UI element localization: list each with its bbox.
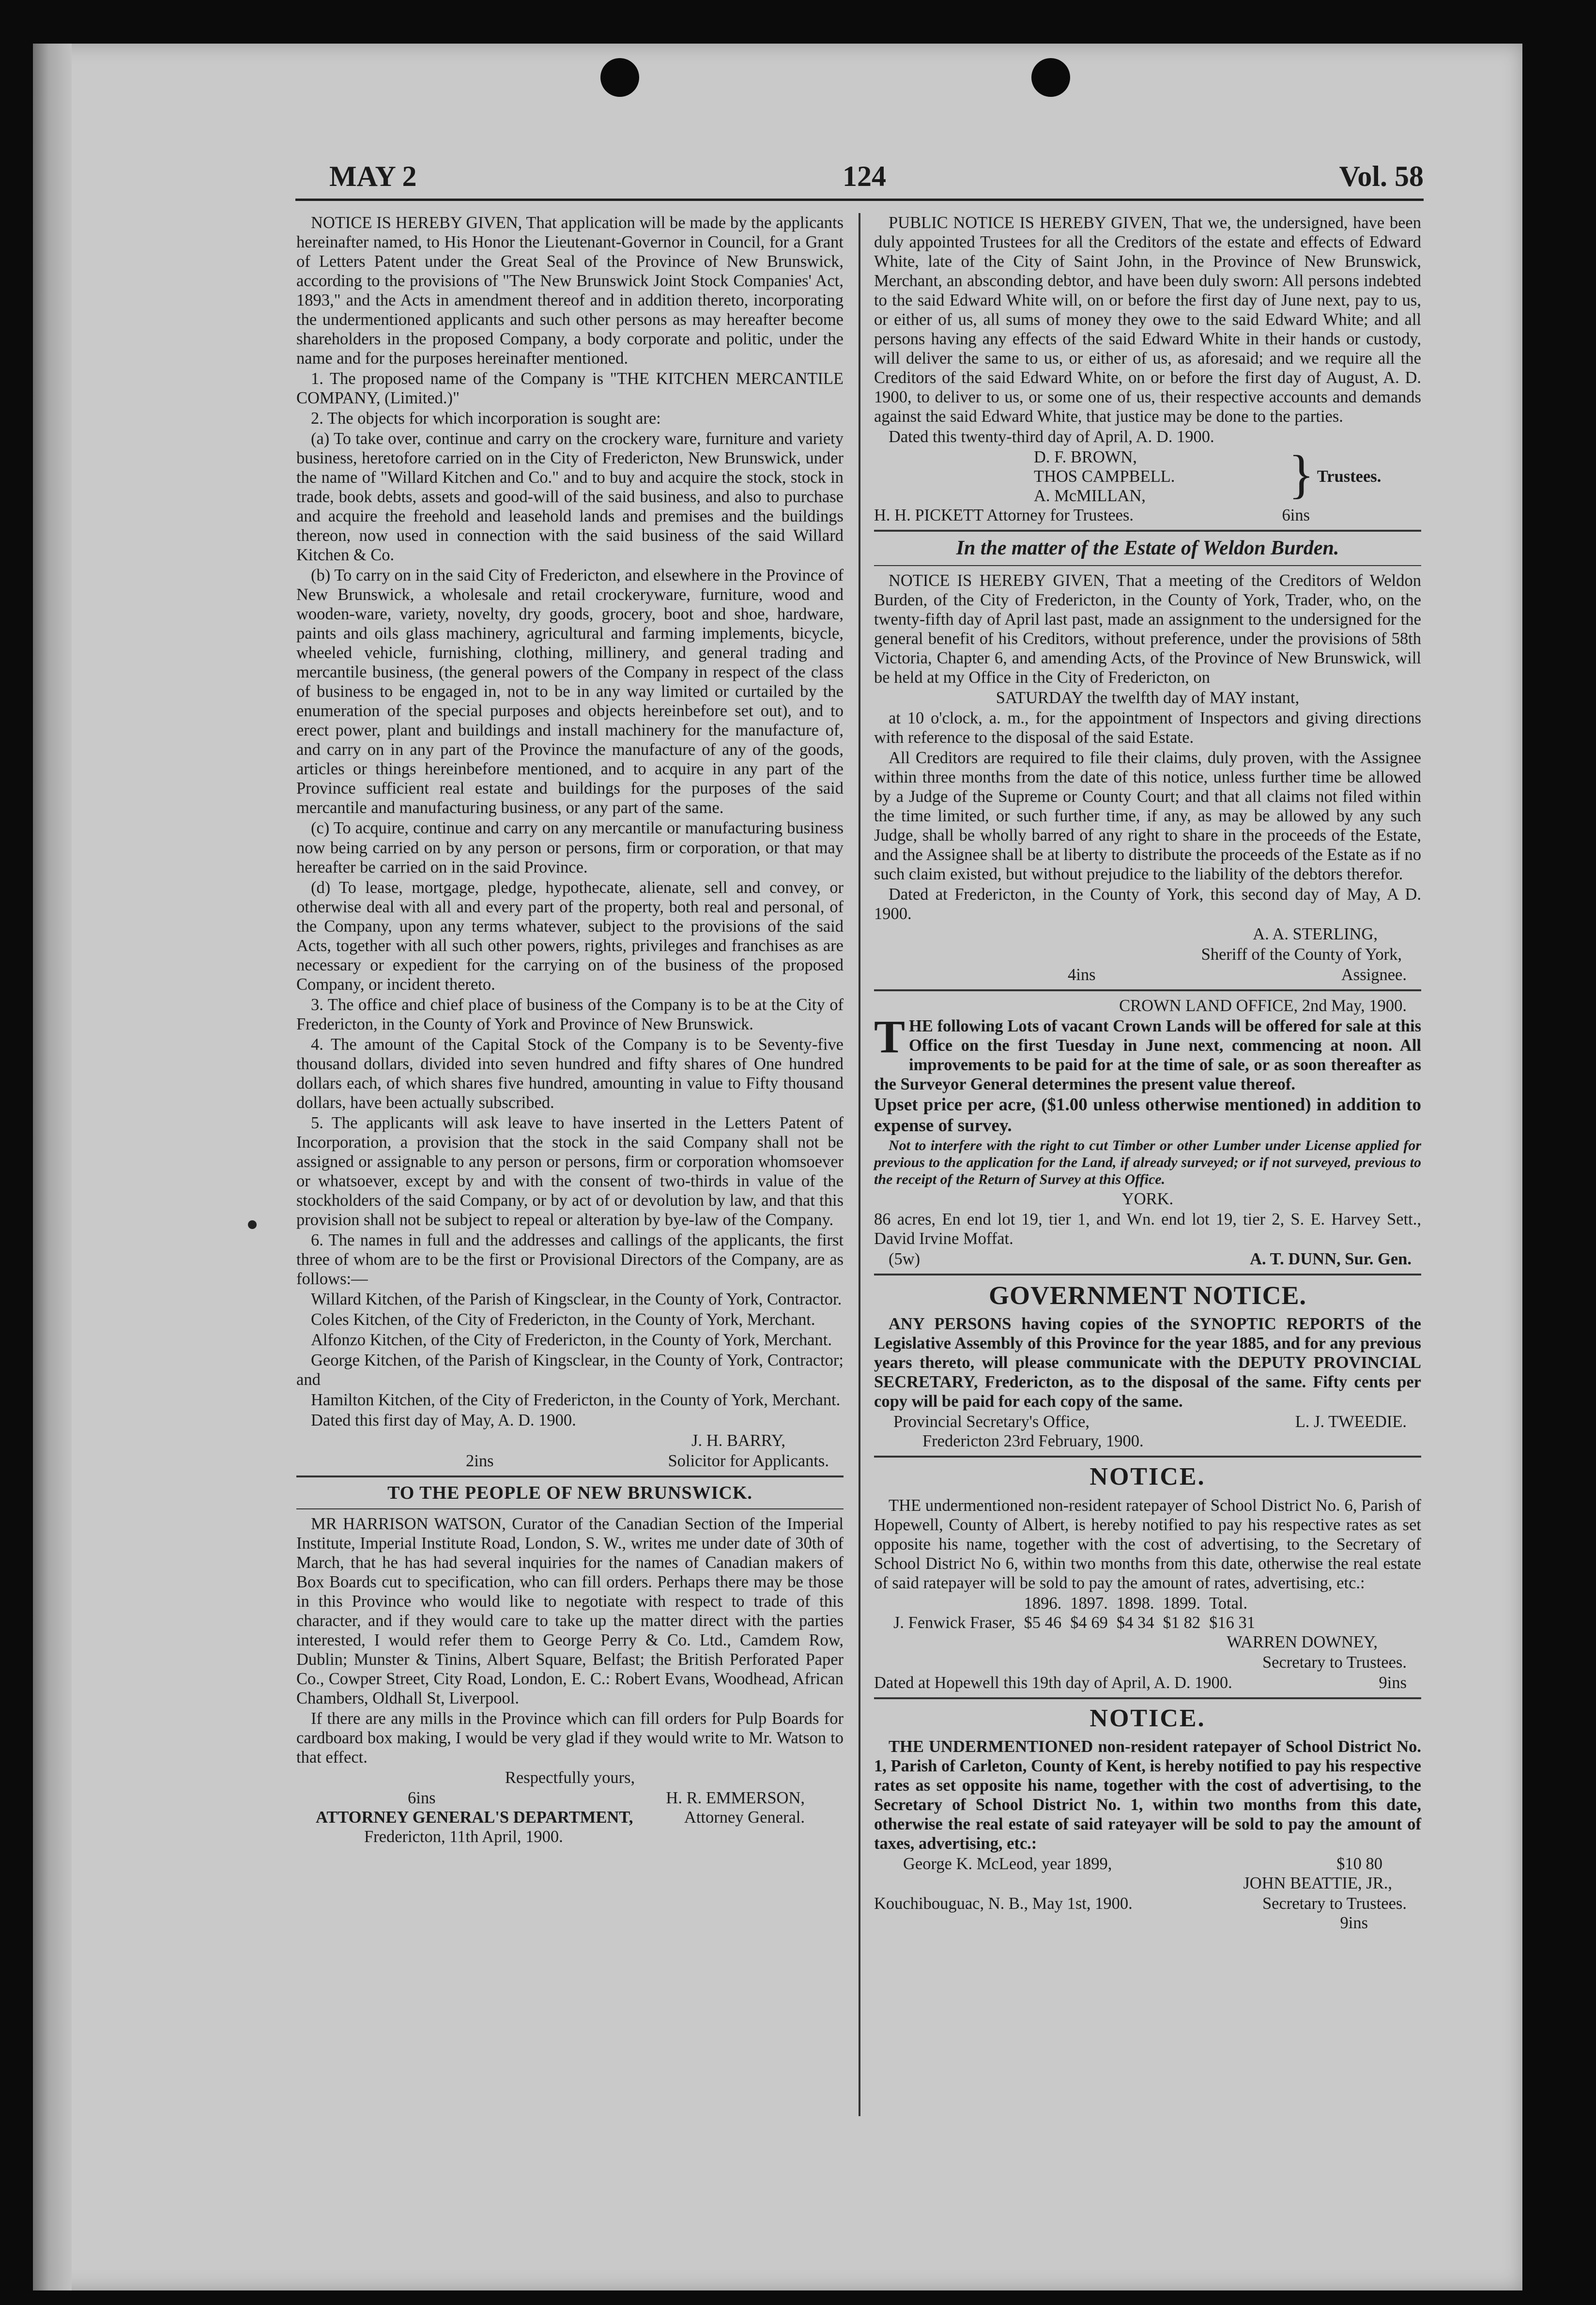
burden-title: In the matter of the Estate of Weldon Burden. <box>956 537 1339 560</box>
burden-body-2: at 10 o'clock, a. m., for the appointment of Inspectors and giving directions with reference to the disposal of the said Estate. <box>874 709 1421 747</box>
gov-signer: L. J. TWEEDIE. <box>1295 1413 1407 1431</box>
table-cell: $1 82 <box>1163 1613 1201 1632</box>
crown-lot: 86 acres, En end lot 19, tier 1, and Wn. end lot 19, tier 2, S. E. Harvey Sett., David Irvine Moffat. <box>874 1210 1421 1248</box>
carleton-signer-title: Secretary to Trustees. <box>1262 1894 1407 1913</box>
burden-notice <box>874 537 1421 984</box>
header-rule <box>295 199 1424 201</box>
hopewell-body: THE undermentioned non-resident ratepayer of School District No. 6, Parish of Hopewell, County of Albert, is hereby notified to pay his respective rates as set opposite his name, together with the cost of advertising, to the Secretary of School District No 6, within two months from this date, otherwise the real estate of said ratepayer will be sold to pay the amount of rates, advertising, etc.: <box>874 1496 1421 1592</box>
kitchen-signature-line <box>296 1451 844 1471</box>
hopewell-signer-title: Secretary to Trustees. <box>1262 1653 1407 1672</box>
table-cell: $16 31 <box>1209 1613 1255 1632</box>
table-header: 1898. <box>1116 1594 1154 1613</box>
table-row <box>893 1613 1264 1632</box>
trustees-names <box>874 447 1286 506</box>
burden-body: NOTICE IS HEREBY GIVEN, That a meeting of the Creditors of Weldon Burden, of the City of Fredericton, in the County of York, Trader, who, on the twenty-fifth day of April last past, made an assignment to the undersigned for the general benefit of his Creditors, without preference, under the provisions of 58th Victoria, Chapter 6, and amending Acts, of the Province of New Brunswick, will be held at my Office in the City of Fredericton, on <box>874 571 1421 687</box>
trustee-name: THOS CAMPBELL. <box>1034 467 1175 486</box>
nb-notice-title: TO THE PEOPLE OF NEW BRUNSWICK. <box>387 1483 752 1503</box>
kitchen-notice <box>296 213 844 1471</box>
white-notice <box>874 213 1421 525</box>
white-attorney: H. H. PICKETT Attorney for Trustees. <box>874 506 1134 525</box>
kitchen-item-2d: (d) To lease, mortgage, pledge, hypothecate, alienate, sell and convey, or otherwise deal with all and every part of the property, both real and personal, of the Company, upon any terms whatever, subject to the provisions of the said Acts, together with all such other powers, rights, privileges and franchises as are necessary or expedient for the carrying on of the business of the proposed Company, or incident thereto. <box>296 878 844 994</box>
section-rule <box>874 565 1421 566</box>
table-header: 1896. <box>1024 1594 1062 1613</box>
section-rule <box>296 1508 844 1509</box>
crown-body <box>874 1011 1421 1094</box>
nb-signer-title: Attorney General. <box>684 1808 805 1827</box>
white-notice-body: PUBLIC NOTICE IS HEREBY GIVEN, That we, the undersigned, have been duly appointed Trustees for all the Creditors of the estate and effects of Edward White, late of the City of Saint John, in the Province of New Brunswick, Merchant, an absconding debtor, and have been duly sworn: All persons indebted to the said Edward White will, on or before the first day of June next, pay to us, or either of us, all sums of money they owe to the said Edward White; and all persons having any effects of the said Edward White in their hands or custody, will deliver the same to us, or either of us, as aforesaid; and we require all the Creditors of the said Edward White, on or before the first day of August, A. D. 1900, to deliver to us, or some one of us, their respective accounts and demands against the said Edward White, that justice may be done to the parties. <box>874 214 1421 426</box>
crown-signature-line <box>874 1249 1421 1269</box>
hopewell-dated-line <box>874 1673 1421 1692</box>
gov-place-date: Fredericton 23rd February, 1900. <box>922 1432 1144 1451</box>
carleton-place-date: Kouchibouguac, N. B., May 1st, 1900. <box>874 1894 1133 1913</box>
hopewell-insertions: 9ins <box>1379 1673 1407 1692</box>
kitchen-signer-title: Solicitor for Applicants. <box>668 1451 829 1470</box>
trustee-name: A. McMILLAN, <box>1034 487 1146 506</box>
burden-meeting-day: SATURDAY the twelfth day of MAY instant, <box>996 689 1300 707</box>
table-cell: J. Fenwick Fraser, <box>893 1613 1015 1632</box>
nb-insertions: 6ins <box>408 1789 436 1808</box>
burden-dated: Dated at Fredericton, in the County of York, this second day of May, A D. 1900. <box>874 885 1421 923</box>
carleton-title: NOTICE. <box>1090 1704 1206 1732</box>
table-cell: $4 34 <box>1116 1613 1154 1632</box>
rates-table <box>893 1594 1264 1632</box>
hopewell-notice <box>874 1462 1421 1692</box>
punch-hole-left <box>600 58 639 97</box>
table-header: 1897. <box>1070 1594 1108 1613</box>
kitchen-insertions: 2ins <box>466 1451 494 1470</box>
section-rule <box>874 1274 1421 1275</box>
crown-warning: Not to interfere with the right to cut Timber or other Lumber under License applied for previous to the application for the Land, if already surveyed; or if not surveyed, previous to the receipt of the Return of Survey at this Office. <box>874 1137 1421 1187</box>
crown-county: YORK. <box>1121 1189 1174 1208</box>
kitchen-item-1: 1. The proposed name of the Company is "THE KITCHEN MERCANTILE COMPANY, (Limited.)" <box>296 369 844 408</box>
carleton-signer: JOHN BEATTIE, JR., <box>1243 1874 1392 1893</box>
burden-insertions: 4ins <box>1068 966 1096 984</box>
kitchen-intro: NOTICE IS HEREBY GIVEN, That application will be made by the applicants hereinafter named, to His Honor the Lieutenant-Governor in Council, for a Grant of Letters Patent under the Great Seal of the Province of New Brunswick, according to the provisions of "The New Brunswick Joint Stock Companies' Act, 1893," and the Acts in amendment thereof and in addition thereto, incorporating the undermentioned applicants and such other persons as may hereafter become shareholders in the proposed Company, a body corporate and politic, under the name and for the purposes hereinafter mentioned. <box>296 214 844 368</box>
nb-notice-closing: Respectfully yours, <box>505 1768 635 1787</box>
carleton-insertions: 9ins <box>1340 1914 1368 1933</box>
section-rule <box>874 989 1421 991</box>
section-rule <box>874 530 1421 532</box>
kitchen-item-6: 6. The names in full and the addresses and callings of the applicants, the first three of whom are to be the first or Provisional Directors of the Company, are as follows:— <box>296 1230 844 1288</box>
punch-hole-right <box>1031 58 1070 97</box>
trustee-name: D. F. BROWN, <box>1034 448 1137 467</box>
kitchen-item-3: 3. The office and chief place of business of the Company is to be at the City of Fredericton, in the County of York and Province of New Brunswick. <box>296 995 844 1033</box>
burden-signer-title: Sheriff of the County of York, <box>1201 945 1402 964</box>
table-cell: $4 69 <box>1070 1613 1108 1632</box>
crown-notice <box>874 996 1421 1268</box>
header-volume: Vol. 58 <box>1339 160 1424 192</box>
burden-role: Assignee. <box>1341 966 1407 984</box>
gov-notice-body: ANY PERSONS having copies of the SYNOPTIC REPORTS of the Legislative Assembly of this Province for the year 1885, and for any previous years thereto, will please communicate with the DEPUTY PROVINCIAL SECRETARY, Fredericton, as to the disposal of the same. Fifty cents per copy will be paid for each copy of the same. <box>874 1315 1421 1411</box>
hopewell-signer: WARREN DOWNEY, <box>1227 1632 1378 1651</box>
kitchen-item-4: 4. The amount of the Capital Stock of the Company is to be Seventy-five thousand dollars, divided into seven hundred and fifty shares of One hundred dollars each, of which shares five hundred, amounting in value to Fifty thousand dollars, have been actually subscribed. <box>296 1035 844 1112</box>
carleton-entry: George K. McLeod, year 1899, <box>903 1855 1112 1874</box>
carleton-notice <box>874 1704 1421 1933</box>
trustees-block <box>874 447 1421 506</box>
brace-icon: } <box>1289 445 1314 504</box>
table-header: 1899. <box>1163 1594 1201 1613</box>
nb-notice-body-2: If there are any mills in the Province which can fill orders for Pulp Boards for cardboard box making, I would be very glad if they would write to Mr. Watson to that effect. <box>296 1709 844 1767</box>
white-notice-dated: Dated this twenty-third day of April, A. D. 1900. <box>889 428 1214 446</box>
applicant: Coles Kitchen, of the City of Fredericton, in the County of York, Merchant. <box>311 1310 815 1329</box>
nb-notice <box>296 1482 844 1846</box>
gov-signature-line <box>874 1412 1421 1431</box>
carleton-place-line <box>874 1894 1421 1913</box>
burden-role-line <box>874 965 1421 984</box>
crown-office-line: CROWN LAND OFFICE, 2nd May, 1900. <box>1119 997 1407 1015</box>
page-header <box>295 160 1424 194</box>
table-header <box>893 1594 1024 1613</box>
white-attorney-line <box>874 506 1421 525</box>
gov-office: Provincial Secretary's Office, <box>893 1413 1090 1431</box>
applicant: George Kitchen, of the Parish of Kingsclear, in the County of York, Contractor; and <box>296 1351 844 1389</box>
nb-place-date: Fredericton, 11th April, 1900. <box>364 1828 563 1846</box>
trustees-label: Trustees. <box>1317 467 1381 486</box>
section-rule <box>874 1456 1421 1458</box>
gov-notice-title: GOVERNMENT NOTICE. <box>988 1280 1307 1310</box>
kitchen-item-5: 5. The applicants will ask leave to have inserted in the Letters Patent of Incorporation, a provision that the stock in the said Company shall not be assigned or assignable to any person or persons, firm or corporation whomsoever or whatsoever, except by and with the consent of two-thirds in value of the stockholders of the said Company, or by act of or devolution by law, and that this provision shall not be subject to repeal or alteration by bye-law of the Company. <box>296 1113 844 1229</box>
carleton-amount: $10 80 <box>1336 1855 1382 1874</box>
burden-signer: A. A. STERLING, <box>1253 925 1378 944</box>
crown-dropcap: T <box>874 1011 905 1063</box>
applicant: Hamilton Kitchen, of the City of Fredericton, in the County of York, Merchant. <box>311 1390 841 1409</box>
nb-signer: H. R. EMMERSON, <box>666 1789 805 1808</box>
section-rule <box>874 1697 1421 1699</box>
margin-dot <box>248 1220 257 1229</box>
left-column <box>296 213 844 1847</box>
nb-notice-body: MR HARRISON WATSON, Curator of the Canadian Section of the Imperial Institute, Imperial Institute Road, London, S. W., writes me under date of 30th of March, that he has had several inquiries for the names of Canadian makers of Box Boards cut to specification, who can fill orders. Perhaps there may be those in this Province who would like to negotiate with respect to trade of this character, and if they would care to take up the matter direct with the parties interested, I would refer them to George Perry & Co. Ltd., Camdem Row, Dublin; Munster & Tinins, Albert Square, Belfast; the British Perforated Paper Co., Cowper Street, City Road, London, E. C.: Robert Evans, Woodhead, African Chambers, Oldhall St, Liverpool. <box>296 1515 844 1708</box>
header-date: MAY 2 <box>329 160 417 192</box>
table-cell: $5 46 <box>1024 1613 1062 1632</box>
hopewell-title: NOTICE. <box>1090 1463 1206 1491</box>
crown-insertions: (5w) <box>889 1249 921 1268</box>
carleton-body: THE UNDERMENTIONED non-resident ratepayer of School District No. 1, Parish of Carleton, County of Kent, is hereby notified to pay his respective rates as set opposite his name, together with the cost of advertising, to the Secretary of School District No. 1, within two months from this date, otherwise the real estate of said rateyayer will be sold to pay the amount of taxes, advertising, etc.: <box>874 1737 1421 1853</box>
nb-dept-line <box>296 1808 844 1827</box>
burden-body-3: All Creditors are required to file their claims, duly proven, with the Assignee within three months from the date of this notice, unless further time be allowed by a Judge of the Supreme or County Court; and that all claims not filed within the time limited, or such further time, if any, as may be allowed by any such Judge, shall be wholly barred of any right to share in the proceeds of the Estate, and the Assignee shall be at liberty to distribute the proceeds of the Estate as if no such claim existed, but without prejudice to the liability of the debtors therefor. <box>874 749 1421 884</box>
nb-signature-line <box>296 1788 844 1808</box>
kitchen-item-2a: (a) To take over, continue and carry on the crockery ware, furniture and variety business, heretofore carried on in the City of Fredericton, New Brunswick, under the name of "Willard Kitchen and Co." and to buy and acquire the stock, stock in trade, book debts, assets and good-will of the said business, and also to purchase and acquire the freehold and leasehold lands and premises and the buildings thereon, now used in connection with the said business of the said Willard Kitchen & Co. <box>296 430 844 565</box>
header-page-number: 124 <box>843 160 886 192</box>
table-header-row <box>893 1594 1264 1613</box>
kitchen-item-2b: (b) To carry on in the said City of Fredericton, and elsewhere in the Province of New Brunswick, a wholesale and retail crockeryware, furniture, wood and wooden-ware, variety, novelty, dry goods, grocery, boot and shoe, hardware, paints and oils glass machinery, agricultural and farming implements, bicycle, wheeled vehicle, furnishing, clothing, millinery, and general trading and mercantile business, (the general powers of the Company in respect of the class of business to be engaged in, not to be in any way limited or curtailed by the enumeration of the special purposes and objects hereinbefore set out), and to erect power, plant and buildings and install machinery for the manufacture of, and carry on in any part of the Province the manufacture of any of the goods, articles or things hereinbefore mentioned, and to acquire in any part of the Province sufficient real estate and buildings for the purposes of the said mercantile and manufacturing business, or any part of the same. <box>296 566 844 817</box>
crown-signer: A. T. DUNN, Sur. Gen. <box>1250 1249 1412 1268</box>
right-column <box>874 213 1421 1934</box>
kitchen-item-2c: (c) To acquire, continue and carry on any mercantile or manufacturing business now being carried on by any person or persons, firm or corporation, or that may hereafter be carried on in the said Province. <box>296 819 844 876</box>
kitchen-item-2: 2. The objects for which incorporation is sought are: <box>311 409 661 428</box>
crown-body-text: HE following Lots of vacant Crown Lands will be offered for sale at this Office on the first Tuesday in June next, commencing at noon. All improvements to be paid for at the time of sale, or as soon thereafter as the Surveyor General determines the present value thereof. <box>874 1017 1421 1094</box>
kitchen-dated: Dated this first day of May, A. D. 1900. <box>311 1411 576 1429</box>
gov-notice <box>874 1280 1421 1451</box>
crown-upset: Upset price per acre, ($1.00 unless otherwise mentioned) in addition to expense of survey. <box>874 1095 1421 1136</box>
hopewell-dated: Dated at Hopewell this 19th day of April, A. D. 1900. <box>874 1673 1232 1692</box>
applicant: Willard Kitchen, of the Parish of Kingsclear, in the County of York, Contractor. <box>311 1290 842 1308</box>
page-binding-edge <box>33 44 72 2290</box>
nb-dept: ATTORNEY GENERAL'S DEPARTMENT, <box>316 1808 633 1827</box>
white-insertions: 6ins <box>1282 506 1310 525</box>
applicant: Alfonzo Kitchen, of the City of Fredericton, in the County of York, Merchant. <box>311 1330 832 1349</box>
column-divider <box>859 213 860 2116</box>
table-header: Total. <box>1209 1594 1248 1613</box>
kitchen-signer: J. H. BARRY, <box>691 1431 785 1450</box>
carleton-entry-line <box>874 1854 1421 1874</box>
section-rule <box>296 1475 844 1477</box>
